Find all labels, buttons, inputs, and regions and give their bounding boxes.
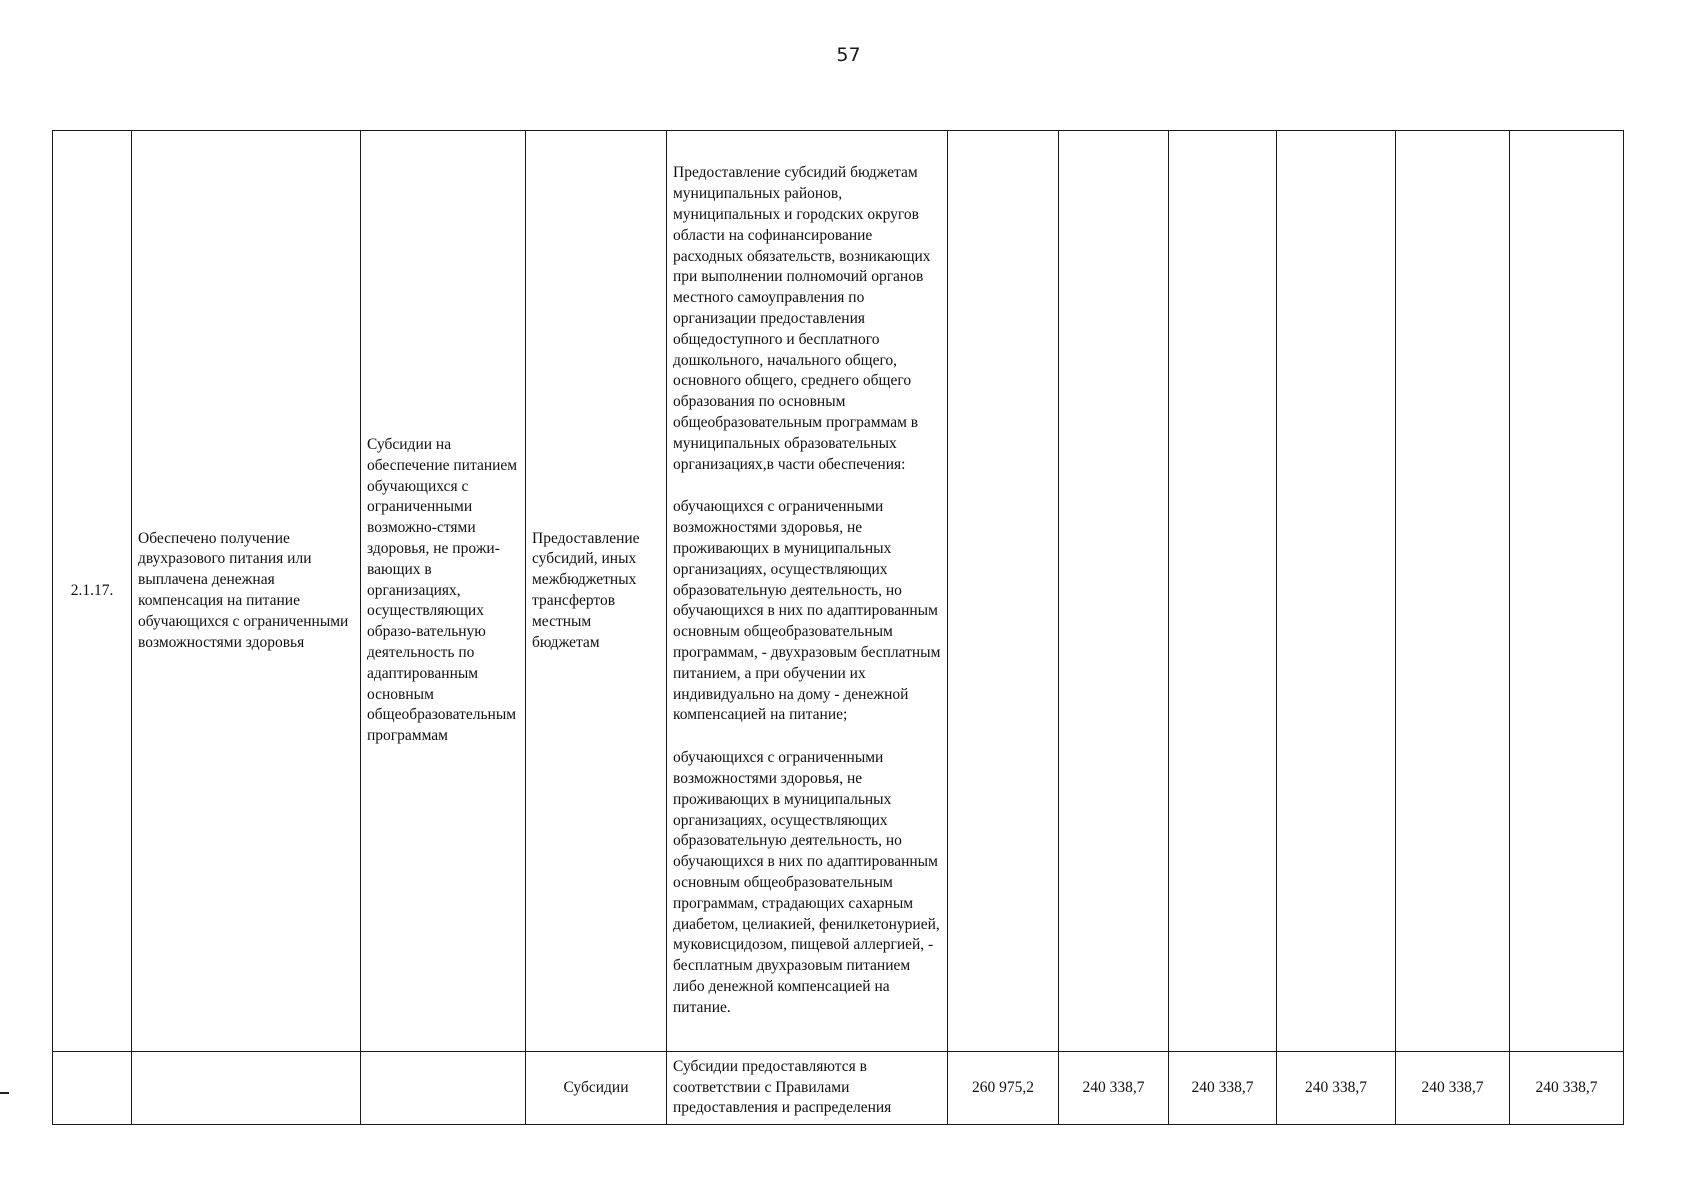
value-cell bbox=[1059, 1052, 1169, 1125]
description-cell bbox=[667, 131, 948, 1052]
program-table bbox=[52, 130, 1624, 1125]
value-text: 240 338,7 bbox=[1191, 1078, 1254, 1096]
value-text: 240 338,7 bbox=[1305, 1078, 1367, 1096]
value-cell-empty bbox=[1396, 131, 1510, 1052]
sub-form-cell bbox=[526, 1052, 667, 1125]
value-text: 240 338,7 bbox=[1535, 1078, 1598, 1096]
form-text: Предоставление субсидий, иных межбюджетных трансфертов местным бюджетам bbox=[532, 529, 640, 651]
empty-cell bbox=[53, 1052, 132, 1125]
measure-cell bbox=[361, 131, 526, 1052]
sub-description-text: Субсидии предоставляются в соответствии с Правилами предоставления и распределения bbox=[673, 1057, 892, 1117]
value-cell bbox=[1396, 1052, 1510, 1125]
result-cell bbox=[132, 131, 361, 1052]
table-row-subsidies bbox=[53, 1052, 1624, 1125]
empty-cell bbox=[132, 1052, 361, 1125]
value-cell bbox=[1510, 1052, 1624, 1125]
description-paragraph: обучающихся с ограниченными возможностями здоровья, не проживающих в муниципальных организациях, осуществляющих образовательную деятельность, но обучающихся в них по адаптированным основным общеобразовательным программам, - двухразовым бесплатным питанием, а при обучении их индивидуально на дому - денежной компенсацией на питание; bbox=[673, 498, 941, 724]
value-text: 260 975,2 bbox=[972, 1078, 1034, 1096]
empty-cell bbox=[361, 1052, 526, 1125]
value-text: 240 338,7 bbox=[1082, 1078, 1145, 1096]
sub-form-text: Субсидии bbox=[563, 1078, 629, 1096]
result-text: Обеспечено получение двухразового питания или выплачена денежная компенсация на питание обучающихся с ограниченными возможностями здоровья bbox=[138, 529, 349, 651]
value-cell-empty bbox=[1510, 131, 1624, 1052]
description-paragraph: Предоставление субсидий бюджетам муниципальных районов, муниципальных и городских округов области на софинансирование расходных обязательств, возникающих при выполнении полномочий органов местного самоуправления по организации предоставления общедоступного и бесплатного дошкольного, начального общего, основного общего, среднего общего образования по основным общеобразовательным программам в муниципальных образовательных организациях,в части обеспечения: bbox=[673, 164, 931, 473]
measure-text: Субсидии на обеспечение питанием обучающихся с ограниченными возможно-стями здоровья, не прожи-вающих в организациях, осуществляющих образо-вательную деятельность по адаптированным основным общеобразовательным программам bbox=[367, 436, 518, 745]
form-cell bbox=[526, 131, 667, 1052]
value-cell bbox=[1169, 1052, 1277, 1125]
item-number: 2.1.17. bbox=[70, 581, 114, 599]
value-cell-empty bbox=[948, 131, 1059, 1052]
value-cell bbox=[948, 1052, 1059, 1125]
value-cell-empty bbox=[1059, 131, 1169, 1052]
item-number-cell bbox=[53, 131, 132, 1052]
description-paragraph: обучающихся с ограниченными возможностями здоровья, не проживающих в муниципальных организациях, осуществляющих образовательную деятельность, но обучающихся в них по адаптированным основным общеобразовательным программам, страдающих сахарным диабетом, целиакией, фенилкетонурией, муковисцидозом, пищевой аллергией, - бесплатным двухразовым питанием либо денежной компенсацией на питание. bbox=[673, 749, 940, 1016]
table-row-main bbox=[53, 131, 1624, 1052]
value-text: 240 338,7 bbox=[1421, 1078, 1484, 1096]
page-number: 57 bbox=[836, 44, 861, 66]
margin-mark bbox=[0, 1092, 9, 1094]
value-cell bbox=[1277, 1052, 1396, 1125]
sub-description-cell bbox=[667, 1052, 948, 1125]
value-cell-empty bbox=[1277, 131, 1396, 1052]
value-cell-empty bbox=[1169, 131, 1277, 1052]
